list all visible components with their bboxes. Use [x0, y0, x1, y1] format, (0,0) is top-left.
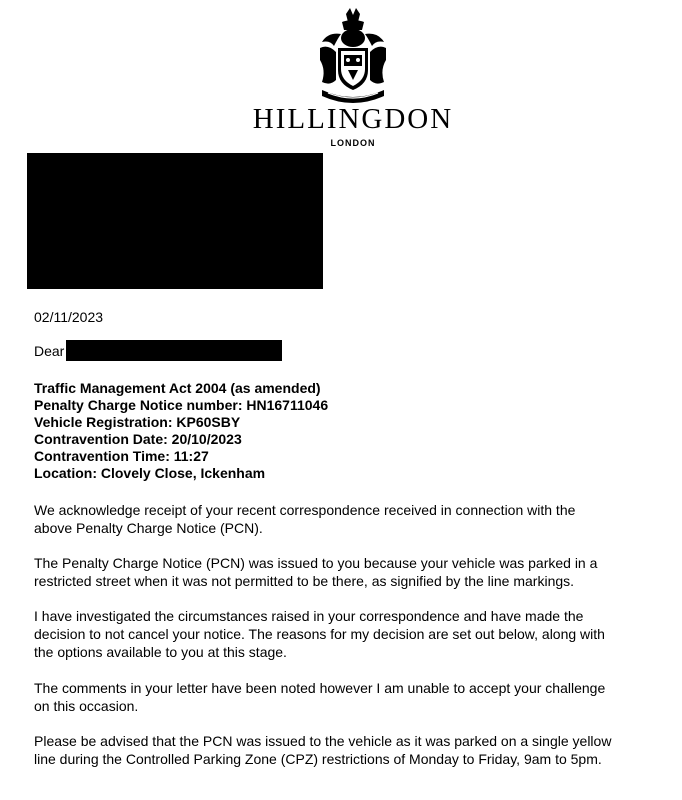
- paragraph-line: We acknowledge receipt of your recent correspondence received in connection with the: [34, 502, 576, 518]
- paragraph-line: The comments in your letter have been noted however I am unable to accept your challenge: [34, 680, 606, 696]
- paragraph-line: I have investigated the circumstances raised in your correspondence and have made the: [34, 608, 584, 624]
- subject-line-act: Traffic Management Act 2004 (as amended): [34, 380, 321, 396]
- paragraph-line: The Penalty Charge Notice (PCN) was issued to you because your vehicle was parked in a: [34, 555, 598, 571]
- paragraph-comments-noted: [34, 679, 670, 715]
- organisation-location: LONDON: [330, 138, 376, 148]
- paragraph-restrictions: [34, 732, 670, 768]
- subject-block: [34, 380, 328, 482]
- redacted-address-block: [27, 153, 323, 289]
- subject-line-contravention-time: Contravention Time: 11:27: [34, 448, 209, 464]
- paragraph-line: line during the Controlled Parking Zone (CPZ) restrictions of Monday to Friday, 9am to 5pm.: [34, 751, 602, 767]
- letter-date: 02/11/2023: [34, 309, 104, 325]
- paragraph-line: Please be advised that the PCN was issued to the vehicle as it was parked on a single yellow: [34, 733, 612, 749]
- organisation-name: HILLINGDON: [252, 103, 454, 135]
- paragraph-line: the options available to you at this stage.: [34, 644, 287, 660]
- borough-coat-of-arms-icon: [308, 8, 398, 106]
- subject-line-location: Location: Clovely Close, Ickenham: [34, 465, 266, 481]
- paragraph-decision: [34, 607, 670, 661]
- subject-line-contravention-date: Contravention Date: 20/10/2023: [34, 431, 242, 447]
- salutation: Dear: [34, 343, 65, 359]
- paragraph-reason-issued: [34, 554, 670, 590]
- paragraph-line: decision to not cancel your notice. The reasons for my decision are set out below, along with: [34, 626, 605, 642]
- paragraph-line: above Penalty Charge Notice (PCN).: [34, 520, 263, 536]
- subject-line-pcn-number: Penalty Charge Notice number: HN16711046: [34, 397, 329, 413]
- paragraph-acknowledgement: [34, 501, 670, 537]
- subject-line-vehicle-registration: Vehicle Registration: KP60SBY: [34, 414, 241, 430]
- paragraph-line: on this occasion.: [34, 698, 139, 714]
- paragraph-line: restricted street when it was not permitted to be there, as signified by the line markings.: [34, 573, 575, 589]
- redacted-recipient-name: [66, 340, 282, 361]
